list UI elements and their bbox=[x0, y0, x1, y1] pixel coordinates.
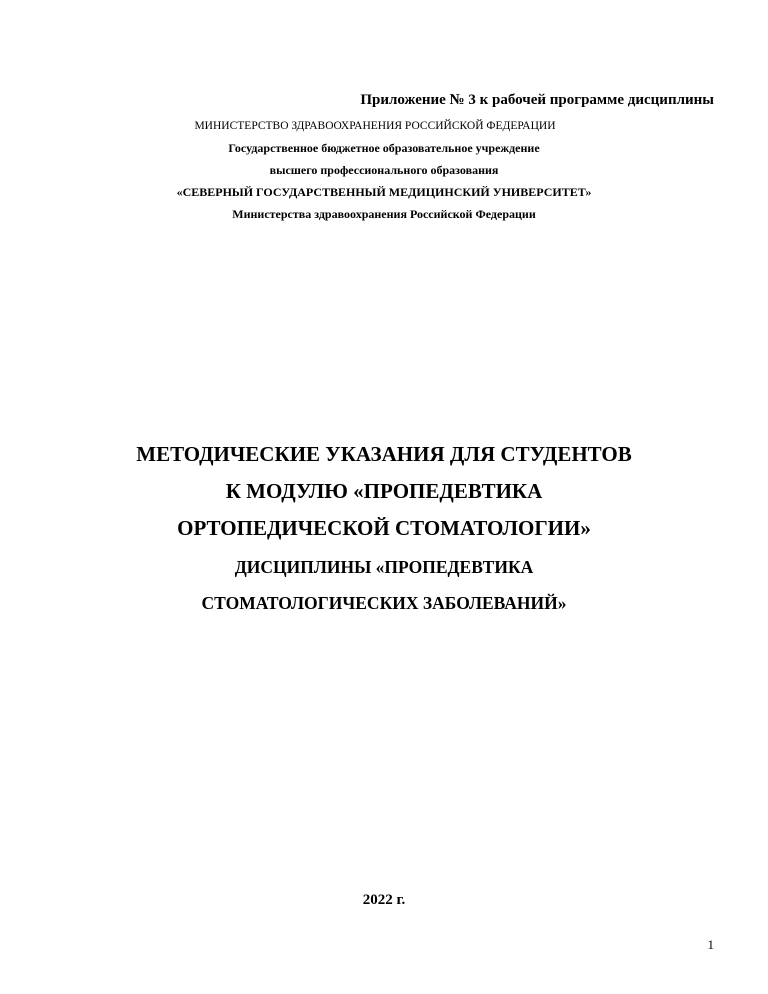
page-number: 1 bbox=[707, 937, 714, 952]
institution-header bbox=[0, 118, 768, 225]
title-line-1: МЕТОДИЧЕСКИЕ УКАЗАНИЯ ДЛЯ СТУДЕНТОВ bbox=[136, 442, 632, 466]
title-line-2: К МОДУЛЮ «ПРОПЕДЕВТИКА bbox=[225, 479, 543, 503]
institution-line-1: Государственное бюджетное образовательное учреждение bbox=[228, 141, 540, 155]
subtitle-line-1: ДИСЦИПЛИНЫ «ПРОПЕДЕВТИКА bbox=[234, 557, 534, 577]
title-line-3: ОРТОПЕДИЧЕСКОЙ СТОМАТОЛОГИИ» bbox=[177, 516, 591, 540]
ministry-name: МИНИСТЕРСТВО ЗДРАВООХРАНЕНИЯ РОССИЙСКОЙ ФЕДЕРАЦИИ bbox=[194, 120, 556, 132]
university-name: «СЕВЕРНЫЙ ГОСУДАРСТВЕННЫЙ МЕДИЦИНСКИЙ УНИВЕРСИТЕТ» bbox=[176, 185, 592, 199]
appendix-note: Приложение № 3 к рабочей программе дисциплины bbox=[360, 92, 714, 108]
document-year: 2022 г. bbox=[362, 892, 406, 908]
subtitle-line-2: СТОМАТОЛОГИЧЕСКИХ ЗАБОЛЕВАНИЙ» bbox=[201, 593, 567, 613]
institution-line-4: Министерства здравоохранения Российской Федерации bbox=[232, 207, 536, 221]
document-title bbox=[0, 436, 768, 621]
institution-line-2: высшего профессионального образования bbox=[269, 163, 499, 177]
